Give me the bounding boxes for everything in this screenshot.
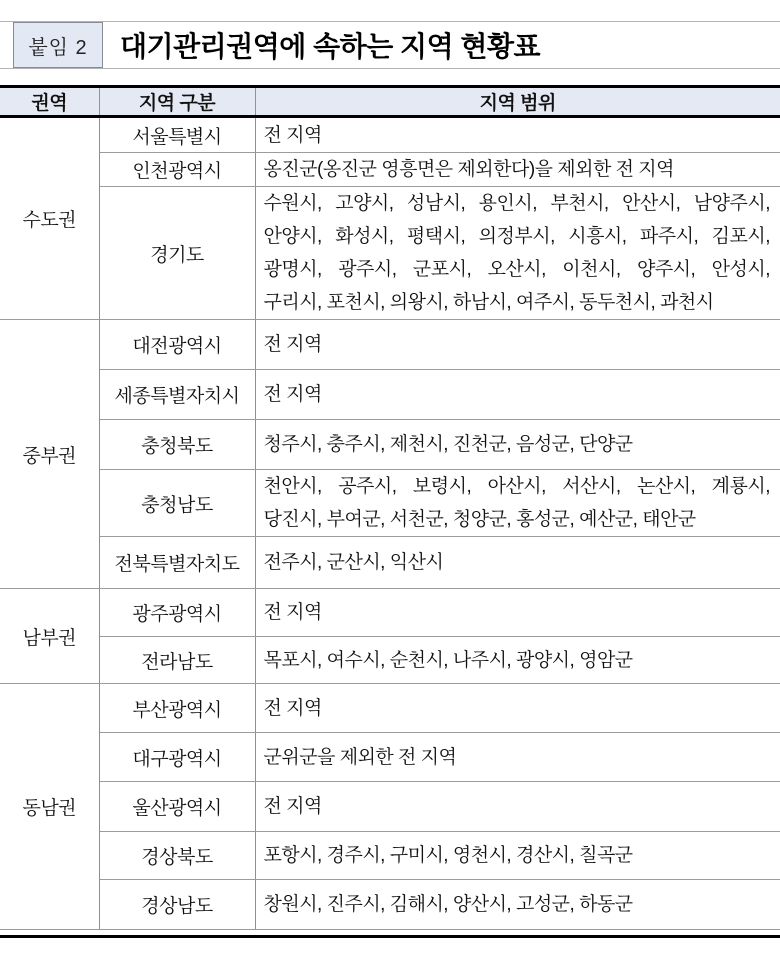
region-group-cell: 수도권 [0, 117, 99, 320]
table-row [0, 320, 780, 370]
division-cell: 경상남도 [99, 880, 255, 930]
region-group-cell: 남부권 [0, 589, 99, 684]
scope-line: 안양시, 화성시, 평택시, 의정부시, 시흥시, 파주시, 김포시, [263, 226, 770, 247]
table-row [0, 684, 780, 733]
table-row [0, 782, 780, 832]
table-row [0, 470, 780, 537]
scope-cell [255, 420, 780, 470]
scope-cell [255, 117, 780, 153]
column-header-region: 권역 [0, 87, 99, 117]
division-cell: 경상북도 [99, 832, 255, 880]
table-row [0, 117, 780, 153]
division-cell: 전북특별자치도 [99, 537, 255, 589]
division-cell: 대구광역시 [99, 733, 255, 782]
scope-line: 포항시, 경주시, 구미시, 영천시, 경산시, 칠곡군 [263, 845, 633, 866]
scope-cell [255, 880, 780, 930]
column-header-division: 지역 구분 [99, 87, 255, 117]
division-cell: 충청남도 [99, 470, 255, 537]
region-status-table [0, 85, 780, 930]
column-header-scope: 지역 범위 [255, 87, 780, 117]
scope-line: 구리시, 포천시, 의왕시, 하남시, 여주시, 동두천시, 과천시 [263, 292, 714, 313]
scope-cell [255, 589, 780, 637]
division-cell: 울산광역시 [99, 782, 255, 832]
table-row [0, 733, 780, 782]
scope-cell [255, 684, 780, 733]
scope-cell [255, 187, 780, 320]
scope-line: 수원시, 고양시, 성남시, 용인시, 부천시, 안산시, 남양주시, [263, 193, 770, 214]
scope-cell [255, 370, 780, 420]
scope-line: 전 지역 [263, 697, 322, 719]
division-cell: 인천광역시 [99, 153, 255, 187]
table-row [0, 537, 780, 589]
division-cell: 부산광역시 [99, 684, 255, 733]
scope-line: 당진시, 부여군, 서천군, 청양군, 홍성군, 예산군, 태안군 [263, 509, 696, 530]
division-cell: 대전광역시 [99, 320, 255, 370]
table-header-row [0, 87, 780, 117]
scope-line: 광명시, 광주시, 군포시, 오산시, 이천시, 양주시, 안성시, [263, 259, 770, 280]
region-group-cell: 동남권 [0, 684, 99, 930]
scope-cell [255, 320, 780, 370]
table-row [0, 153, 780, 187]
scope-cell [255, 782, 780, 832]
scope-line: 전 지역 [263, 796, 322, 817]
division-cell: 광주광역시 [99, 589, 255, 637]
table-row [0, 832, 780, 880]
scope-line: 청주시, 충주시, 제천시, 진천군, 음성군, 단양군 [263, 434, 633, 455]
attachment-label: 붙임 2 [28, 36, 88, 59]
scope-line: 전 지역 [263, 124, 322, 146]
division-cell: 경기도 [99, 187, 255, 320]
scope-line: 옹진군(옹진군 영흥면은 제외한다)을 제외한 전 지역 [263, 159, 674, 180]
document-header-band [0, 21, 780, 69]
table-row [0, 589, 780, 637]
scope-line: 목포시, 여수시, 순천시, 나주시, 광양시, 영암군 [263, 649, 633, 671]
division-cell: 충청북도 [99, 420, 255, 470]
page-title: 대기관리권역에 속하는 지역 현황표 [120, 31, 541, 62]
division-cell: 서울특별시 [99, 117, 255, 153]
attachment-badge [13, 22, 103, 68]
scope-cell [255, 637, 780, 684]
scope-cell [255, 832, 780, 880]
scope-cell [255, 470, 780, 537]
division-cell: 전라남도 [99, 637, 255, 684]
scope-line: 군위군을 제외한 전 지역 [263, 746, 457, 768]
scope-line: 천안시, 공주시, 보령시, 아산시, 서산시, 논산시, 계룡시, [263, 476, 770, 497]
table-bottom-rule [0, 935, 780, 938]
scope-cell [255, 153, 780, 187]
scope-cell [255, 537, 780, 589]
scope-line: 전주시, 군산시, 익산시 [263, 552, 444, 573]
scope-line: 전 지역 [263, 334, 322, 355]
scope-line: 전 지역 [263, 384, 322, 405]
division-cell: 세종특별자치시 [99, 370, 255, 420]
scope-line: 창원시, 진주시, 김해시, 양산시, 고성군, 하동군 [263, 894, 633, 915]
scope-cell [255, 733, 780, 782]
table-row [0, 370, 780, 420]
region-group-cell: 중부권 [0, 320, 99, 589]
table-row [0, 880, 780, 930]
scope-line: 전 지역 [263, 602, 322, 623]
table-row [0, 637, 780, 684]
table-row [0, 187, 780, 320]
table-row [0, 420, 780, 470]
